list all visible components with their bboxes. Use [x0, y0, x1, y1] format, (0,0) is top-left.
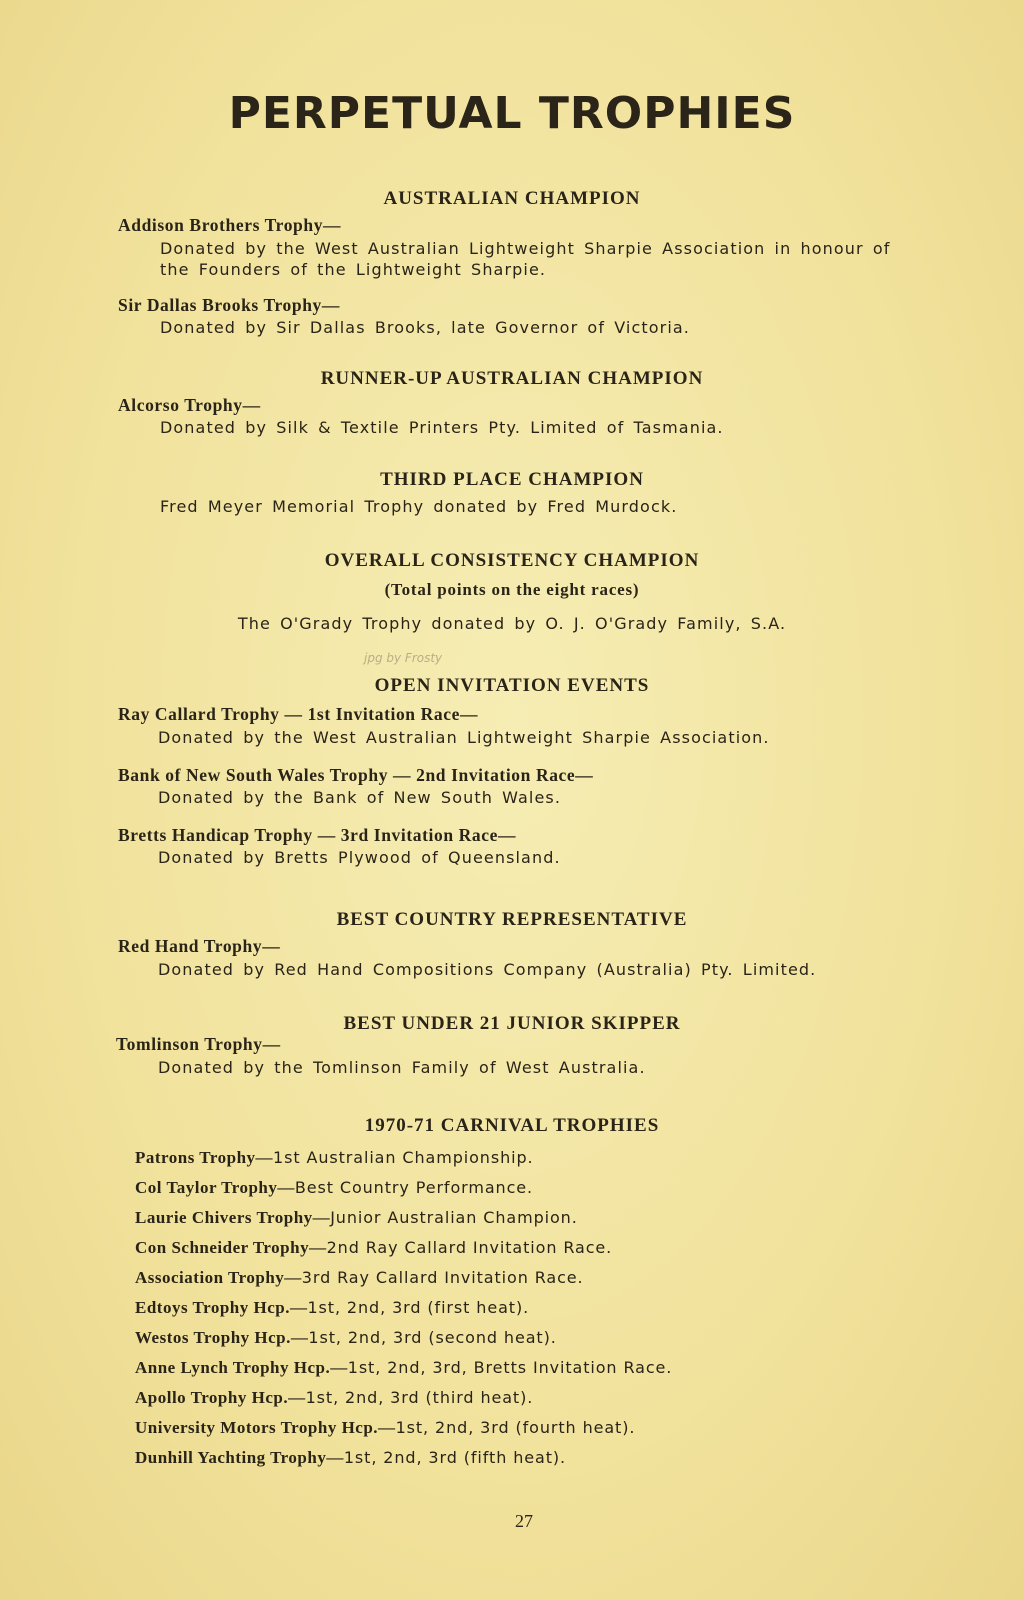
trophy-name-ray-callard: Ray Callard Trophy — 1st Invitation Race— — [118, 704, 479, 724]
carnival-item — [135, 1298, 529, 1318]
carnival-item-desc: 1st, 2nd, 3rd (second heat). — [308, 1328, 557, 1347]
heading-third-place: THIRD PLACE CHAMPION — [380, 469, 644, 490]
trophy-desc-red-hand: Donated by Red Hand Compositions Company (Australia) Pty. Limited. — [158, 960, 817, 979]
trophy-desc-tomlinson: Donated by the Tomlinson Family of West Australia. — [158, 1058, 646, 1077]
carnival-item-name: Edtoys Trophy Hcp.— — [135, 1298, 308, 1317]
trophy-desc-ray-callard: Donated by the West Australian Lightweight Sharpie Association. — [158, 728, 770, 747]
heading-runner-up: RUNNER-UP AUSTRALIAN CHAMPION — [320, 368, 704, 389]
heading-junior: BEST UNDER 21 JUNIOR SKIPPER — [343, 1013, 681, 1034]
carnival-item-desc: Best Country Performance. — [294, 1178, 533, 1197]
trophy-desc-bretts: Donated by Bretts Plywood of Queensland. — [158, 848, 561, 867]
third-place-text: Fred Meyer Memorial Trophy donated by Fred Murdock. — [160, 497, 678, 516]
carnival-item-name: Con Schneider Trophy— — [135, 1238, 327, 1257]
heading-carnival: 1970-71 CARNIVAL TROPHIES — [364, 1115, 660, 1136]
carnival-item — [135, 1178, 533, 1198]
carnival-item-name: Laurie Chivers Trophy— — [135, 1208, 331, 1227]
carnival-item-name: Dunhill Yachting Trophy— — [135, 1448, 344, 1467]
carnival-item-name: Westos Trophy Hcp.— — [135, 1328, 309, 1347]
carnival-item — [135, 1418, 635, 1438]
heading-best-country: BEST COUNTRY REPRESENTATIVE — [336, 909, 688, 930]
consistency-text: The O'Grady Trophy donated by O. J. O'Grady Family, S.A. — [237, 614, 787, 633]
carnival-item-desc: 1st Australian Championship. — [273, 1148, 534, 1167]
trophy-name-dallas-brooks: Sir Dallas Brooks Trophy— — [118, 295, 340, 315]
trophy-name-alcorso: Alcorso Trophy— — [118, 395, 261, 415]
carnival-item — [135, 1268, 584, 1288]
carnival-item-name: Col Taylor Trophy— — [135, 1178, 295, 1197]
page-title: PERPETUAL TROPHIES — [228, 88, 796, 139]
carnival-item-desc: 1st, 2nd, 3rd (fourth heat). — [395, 1418, 636, 1437]
heading-consistency: OVERALL CONSISTENCY CHAMPION — [324, 550, 700, 571]
trophy-desc-addison-2: the Founders of the Lightweight Sharpie. — [160, 260, 547, 279]
trophy-name-bretts: Bretts Handicap Trophy — 3rd Invitation Race— — [118, 825, 517, 845]
trophy-desc-addison-1: Donated by the West Australian Lightweight Sharpie Association in honour of — [160, 239, 891, 258]
trophy-name-addison: Addison Brothers Trophy— — [118, 215, 342, 235]
carnival-item — [135, 1238, 612, 1258]
trophy-desc-alcorso: Donated by Silk & Textile Printers Pty. Limited of Tasmania. — [160, 418, 724, 437]
heading-open-invitation: OPEN INVITATION EVENTS — [374, 675, 650, 696]
carnival-item-desc: 1st, 2nd, 3rd, Bretts Invitation Race. — [347, 1358, 673, 1377]
carnival-item-desc: 2nd Ray Callard Invitation Race. — [326, 1238, 613, 1257]
carnival-item-name: Apollo Trophy Hcp.— — [135, 1388, 306, 1407]
carnival-item-name: Anne Lynch Trophy Hcp.— — [135, 1358, 348, 1377]
trophy-name-red-hand: Red Hand Trophy— — [118, 936, 281, 956]
carnival-item — [135, 1148, 534, 1168]
carnival-item-desc: 1st, 2nd, 3rd (first heat). — [307, 1298, 530, 1317]
consistency-subheading: (Total points on the eight races) — [384, 580, 640, 599]
trophy-desc-dallas-brooks: Donated by Sir Dallas Brooks, late Governor of Victoria. — [160, 318, 690, 337]
carnival-item — [135, 1388, 533, 1408]
trophy-name-tomlinson: Tomlinson Trophy— — [116, 1034, 281, 1054]
carnival-item-desc: 1st, 2nd, 3rd (fifth heat). — [343, 1448, 567, 1467]
carnival-item — [135, 1448, 566, 1468]
carnival-item — [135, 1358, 672, 1378]
trophy-name-bank-nsw: Bank of New South Wales Trophy — 2nd Invitation Race— — [118, 765, 594, 785]
carnival-item — [135, 1328, 557, 1348]
carnival-item — [135, 1208, 578, 1228]
trophy-desc-bank-nsw: Donated by the Bank of New South Wales. — [158, 788, 562, 807]
carnival-item-desc: 3rd Ray Callard Invitation Race. — [301, 1268, 584, 1287]
carnival-item-name: University Motors Trophy Hcp.— — [135, 1418, 396, 1437]
carnival-item-desc: Junior Australian Champion. — [330, 1208, 578, 1227]
carnival-item-name: Association Trophy— — [135, 1268, 302, 1287]
heading-australian-champion: AUSTRALIAN CHAMPION — [383, 188, 641, 209]
carnival-item-name: Patrons Trophy— — [135, 1148, 274, 1167]
watermark-text: jpg by Frosty — [364, 651, 443, 665]
carnival-item-desc: 1st, 2nd, 3rd (third heat). — [305, 1388, 534, 1407]
page-number: 27 — [515, 1511, 533, 1531]
